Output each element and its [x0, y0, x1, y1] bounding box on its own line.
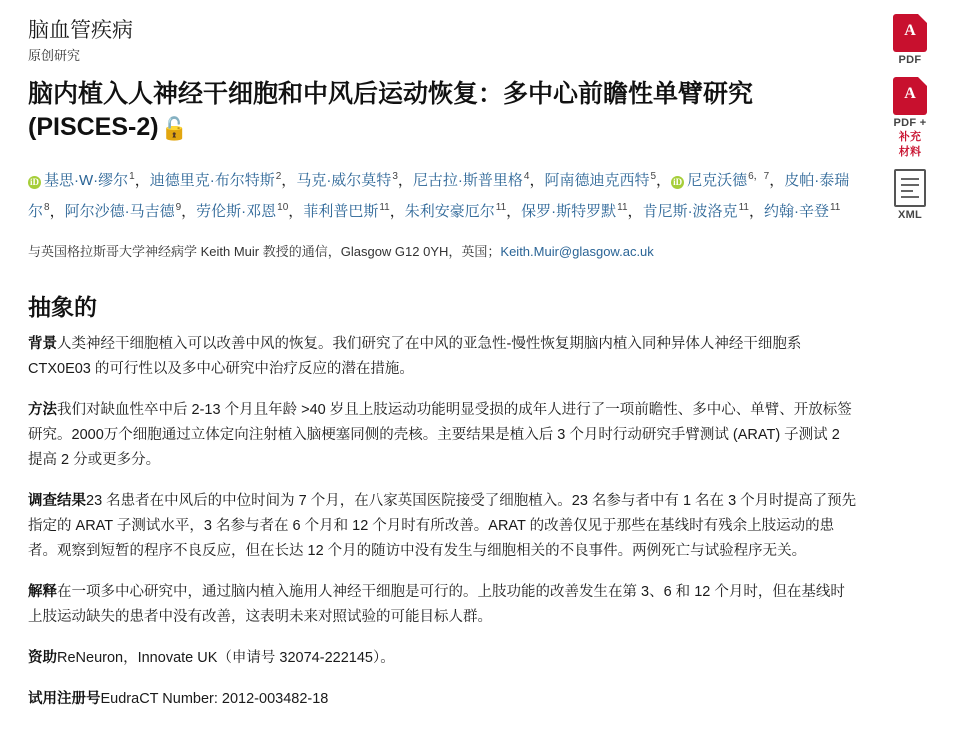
abstract-label: 调查结果: [28, 492, 86, 509]
author-link[interactable]: 基思·W·缪尔: [44, 172, 129, 190]
pdf-label: PDF: [898, 54, 922, 66]
journal-section: 脑血管疾病: [28, 19, 133, 42]
pdf-supplement-label-line2: 补充: [898, 131, 922, 144]
pdf-icon: [893, 14, 927, 52]
download-icon-rail: [873, 14, 947, 221]
author-link[interactable]: 尼古拉·斯普里格: [412, 172, 523, 190]
author-link[interactable]: 迪德里克·布尔特斯: [149, 172, 275, 190]
author-affiliation-marker: 4: [523, 171, 530, 183]
author-link[interactable]: 保罗·斯特罗默: [521, 202, 617, 220]
orcid-icon[interactable]: iD: [673, 177, 683, 188]
author-link[interactable]: 劳伦斯·邓恩: [196, 202, 277, 220]
author-affiliation-marker: 11: [829, 201, 841, 213]
author-affiliation-marker: 11: [617, 201, 628, 213]
author-affiliation-marker: 1: [129, 171, 135, 183]
author-affiliation-marker: 9: [175, 201, 182, 213]
pdf-download-button[interactable]: [893, 14, 927, 67]
author-affiliation-marker: 5: [650, 171, 657, 183]
author-entry[interactable]: [413, 172, 530, 189]
author-affiliation-marker: 11: [738, 201, 749, 213]
author-link[interactable]: 约翰·辛登: [763, 202, 829, 220]
pdf-supplement-icon: [893, 77, 927, 115]
article-content: [28, 18, 858, 711]
pdf-supplement-download-button[interactable]: [893, 77, 927, 159]
abstract-text: 23 名患者在中风后的中位时间为 7 个月，在八家英国医院接受了细胞植入。23 名参与者中有 1 名在 3 个月时提高了预先指定的 ARAT 子测试水平，3 名参与者在 6 个月和 12 个月时有所改善。ARAT 的改善仅见于那些在基线时有残余上肢运动的患者。观察到短暂的程序不良反应，但在长达 12 个月的随访中没有发生与细胞相关的不良事件。两例死亡与试验程序无关。: [28, 492, 857, 559]
author-link[interactable]: 阿尔沙德·马吉德: [64, 202, 175, 220]
abstract-text: 人类神经干细胞植入可以改善中风的恢复。我们研究了在中风的亚急性-慢性恢复期脑内植入同种异体人神经干细胞系 CTX0E03 的可行性以及多中心研究中治疗反应的潜在措施。: [28, 336, 802, 378]
pdf-supplement-label: PDF +: [893, 116, 927, 129]
author-link[interactable]: 尼克沃德: [687, 172, 748, 190]
author-entry[interactable]: [764, 203, 840, 220]
author-affiliation-marker: 11: [379, 201, 390, 213]
author-affiliation-marker: 8: [44, 201, 50, 213]
xml-label: XML: [897, 208, 923, 221]
author-link[interactable]: 马克·威尔莫特: [296, 172, 392, 190]
orcid-icon[interactable]: iD: [30, 177, 39, 188]
author-entry[interactable]: [643, 203, 749, 220]
author-affiliation-marker: 3: [392, 171, 398, 183]
correspondence-email-link[interactable]: Keith.Muir@glasgow.ac.uk: [500, 243, 654, 259]
author-affiliation-marker: 2: [275, 171, 282, 183]
author-link[interactable]: 阿南德迪克西特: [544, 172, 650, 190]
abstract-label: 解释: [28, 583, 57, 600]
author-list: iD 基思·W·缪尔$^1$，迪德里克·布尔特斯$^2$，马克·威尔莫特$^3$，尼古拉·斯普里格$^4$，阿南德迪克西特$^5$， iD 尼克沃德$^{6,7}$，皮帕·泰瑞尔$^8$，阿尔沙德·马吉德$^9$，劳伦斯·邓恩$^{10}$，菲利普巴斯$^{11}$，朱利安豪厄尔$^{11}$，保罗·斯特罗默$^{11}$，肯尼斯·波洛克$^{11}$，约翰·辛登$^{11}$: [28, 171, 850, 220]
author-link[interactable]: 肯尼斯·波洛克: [642, 202, 738, 220]
author-link[interactable]: 皮帕·泰瑞尔: [28, 172, 850, 220]
author-entry[interactable]: [28, 172, 135, 189]
author-affiliation-marker: 10: [277, 201, 289, 213]
abstract-text: 我们对缺血性卒中后 2-13 个月且年龄 >40 岁且上肢运动功能明显受损的成年人进行了一项前瞻性、多中心、单臂、开放标签研究。2000万个细胞通过立体定向注射植入脑梗塞同侧的壳核。主要结果是植入后 3 个月时行动研究手臂测试 (ARAT) 子测试 2 提高 2 分或更多分。: [28, 402, 852, 468]
author-entry[interactable]: [296, 172, 398, 189]
abstract-paragraph-findings: [28, 489, 858, 564]
title-text: 脑内植入人神经干细胞和中风后运动恢复：多中心前瞻性单臂研究 (PISCES-2): [28, 80, 754, 142]
abstract-heading: 抽象的: [28, 294, 97, 321]
abstract-text: 在一项多中心研究中，通过脑内植入施用人神经干细胞是可行的。上肢功能的改善发生在第 3、6 和 12 个月时，但在基线时上肢运动缺失的患者中没有改善，这表明未来对照试验的可能目标人群。: [28, 583, 845, 625]
pdf-supplement-label-line3: 材料: [898, 145, 922, 158]
abstract-label: 试用注册号: [28, 690, 101, 707]
abstract-paragraph-background: [28, 332, 858, 382]
abstract-text: ReNeuron，Innovate UK（申请号 32074-222145）。: [57, 649, 395, 666]
xml-download-button[interactable]: [894, 169, 926, 222]
author-entry[interactable]: [65, 203, 182, 220]
author-entry[interactable]: [405, 203, 506, 220]
author-entry[interactable]: [544, 172, 656, 189]
abstract-label: 方法: [28, 402, 57, 419]
article-type: 原创研究: [28, 48, 81, 64]
author-link[interactable]: 菲利普巴斯: [303, 202, 379, 220]
correspondence-text: 与英国格拉斯哥大学神经病学 Keith Muir 教授的通信，Glasgow G12 0YH，英国；: [28, 243, 501, 259]
abstract-paragraph-interpretation: [28, 580, 858, 630]
abstract-label: 资助: [28, 649, 57, 666]
abstract-text: EudraCT Number: 2012-003482-18: [100, 690, 329, 707]
author-affiliation-marker: 11: [495, 201, 507, 213]
author-entry[interactable]: [196, 203, 288, 220]
author-entry[interactable]: [303, 203, 389, 220]
author-link[interactable]: 朱利安豪厄尔: [404, 202, 495, 220]
author-entry[interactable]: [150, 172, 282, 189]
xml-document-icon: [894, 169, 926, 207]
abstract-label: 背景: [28, 336, 57, 353]
author-affiliation-marker: 6，7: [748, 171, 770, 183]
open-access-lock-icon: 🔓: [160, 116, 188, 142]
abstract-paragraph-trial-registration: [28, 687, 858, 712]
page-title: [28, 78, 858, 144]
abstract-paragraph-funding: [28, 646, 858, 671]
author-entry[interactable]: [521, 203, 627, 220]
correspondence: [28, 242, 858, 262]
abstract-paragraph-methods: [28, 398, 858, 473]
author-entry[interactable]: [671, 172, 769, 189]
